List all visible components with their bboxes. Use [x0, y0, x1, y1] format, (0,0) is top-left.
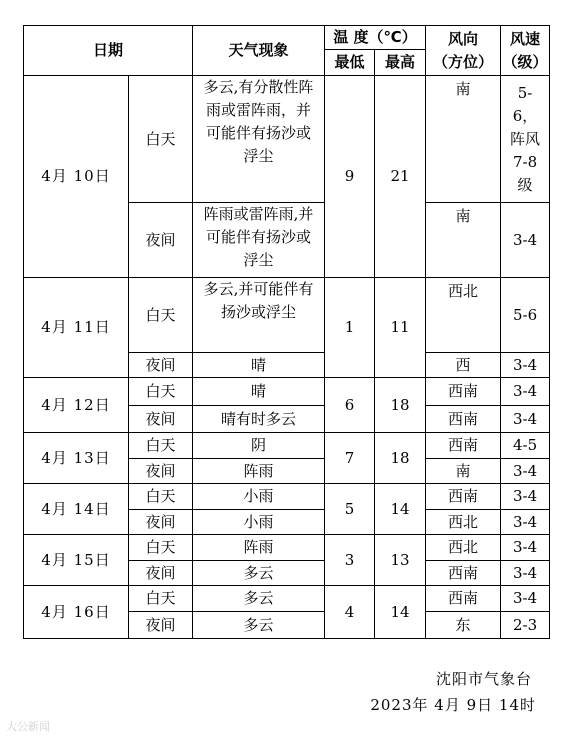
date-cell: 4月 13日 — [24, 433, 129, 484]
date-cell: 4月 12日 — [24, 378, 129, 433]
wind-direction-cell: 西北 — [426, 278, 501, 353]
watermark: 大公新闻 — [6, 720, 50, 733]
wind-speed-cell: 3-4 — [501, 459, 550, 484]
period-cell: 白天 — [129, 586, 193, 612]
header-wind-speed-unit: （级） — [502, 52, 548, 71]
temp-max-cell: 14 — [375, 586, 426, 639]
wind-speed-cell: 3-4 — [501, 203, 550, 278]
period-cell: 夜间 — [129, 510, 193, 535]
weather-cell: 多云,有分散性阵雨或雷阵雨，并可能伴有扬沙或浮尘 — [193, 76, 325, 203]
weather-cell: 阵雨或雷阵雨,并可能伴有扬沙或浮尘 — [193, 203, 325, 278]
header-temp-min: 最低 — [325, 50, 375, 76]
weather-cell: 阴 — [193, 433, 325, 459]
header-weather: 天气现象 — [193, 26, 325, 76]
period-cell: 夜间 — [129, 561, 193, 586]
temp-max-cell: 18 — [375, 378, 426, 433]
issue-time: 2023年 4月 9日 14时 — [370, 696, 536, 714]
temp-min-cell: 3 — [325, 535, 375, 586]
date-cell: 4月 16日 — [24, 586, 129, 639]
period-cell: 白天 — [129, 535, 193, 561]
temp-min-cell: 6 — [325, 378, 375, 433]
header-wind-direction-label: 风向 — [448, 29, 479, 48]
weather-cell: 晴有时多云 — [193, 406, 325, 433]
wind-direction-cell: 西 — [426, 353, 501, 378]
temp-min-cell: 1 — [325, 278, 375, 378]
header-wind-speed-label: 风速 — [510, 29, 541, 48]
wind-direction-cell: 西南 — [426, 433, 501, 459]
period-cell: 夜间 — [129, 353, 193, 378]
wind-speed-cell: 3-4 — [501, 586, 550, 612]
date-cell: 4月 15日 — [24, 535, 129, 586]
date-cell: 4月 11日 — [24, 278, 129, 378]
period-cell: 白天 — [129, 76, 193, 203]
weather-cell: 阵雨 — [193, 459, 325, 484]
wind-speed-cell: 3-4 — [501, 378, 550, 406]
temp-max-cell: 13 — [375, 535, 426, 586]
wind-speed-cell: 3-4 — [501, 353, 550, 378]
wind-speed-cell: 3-4 — [501, 535, 550, 561]
wind-direction-cell: 南 — [426, 76, 501, 203]
temp-min-cell: 9 — [325, 76, 375, 278]
wind-speed-cell: 5-6 — [501, 278, 550, 353]
period-cell: 白天 — [129, 278, 193, 353]
temp-max-cell: 18 — [375, 433, 426, 484]
weather-cell: 晴 — [193, 378, 325, 406]
period-cell: 白天 — [129, 433, 193, 459]
wind-direction-cell: 东 — [426, 612, 501, 639]
wind-speed-cell: 5-6，阵风7-8级 — [501, 76, 550, 203]
header-date: 日期 — [24, 26, 193, 76]
header-wind-direction-unit: （方位） — [433, 52, 494, 71]
wind-speed-cell: 3-4 — [501, 406, 550, 433]
wind-direction-cell: 南 — [426, 459, 501, 484]
temp-max-cell: 21 — [375, 76, 426, 278]
wind-direction-cell: 西北 — [426, 510, 501, 535]
issuer-name: 沈阳市气象台 — [435, 670, 532, 688]
wind-direction-cell: 西南 — [426, 406, 501, 433]
header-wind-speed — [501, 26, 550, 76]
wind-speed-cell: 2-3 — [501, 612, 550, 639]
temp-max-cell: 11 — [375, 278, 426, 378]
wind-direction-cell: 西南 — [426, 561, 501, 586]
weather-cell: 多云 — [193, 612, 325, 639]
weather-cell: 小雨 — [193, 484, 325, 510]
wind-direction-cell: 南 — [426, 203, 501, 278]
period-cell: 夜间 — [129, 203, 193, 278]
temp-min-cell: 4 — [325, 586, 375, 639]
header-temperature: 温 度（℃） — [325, 26, 426, 50]
header-wind-direction — [426, 26, 501, 76]
weather-cell: 多云,并可能伴有扬沙或浮尘 — [193, 278, 325, 353]
wind-speed-cell: 3-4 — [501, 510, 550, 535]
period-cell: 夜间 — [129, 459, 193, 484]
temp-min-cell: 5 — [325, 484, 375, 535]
period-cell: 白天 — [129, 378, 193, 406]
weather-cell: 多云 — [193, 561, 325, 586]
temp-min-cell: 7 — [325, 433, 375, 484]
wind-direction-cell: 西南 — [426, 378, 501, 406]
wind-direction-cell: 西北 — [426, 535, 501, 561]
date-cell: 4月 14日 — [24, 484, 129, 535]
period-cell: 白天 — [129, 484, 193, 510]
wind-direction-cell: 西南 — [426, 586, 501, 612]
weather-cell: 阵雨 — [193, 535, 325, 561]
wind-speed-cell: 3-4 — [501, 561, 550, 586]
period-cell: 夜间 — [129, 406, 193, 433]
header-temp-max: 最高 — [375, 50, 426, 76]
wind-speed-cell: 4-5 — [501, 433, 550, 459]
wind-direction-cell: 西南 — [426, 484, 501, 510]
wind-speed-cell: 3-4 — [501, 484, 550, 510]
temp-max-cell: 14 — [375, 484, 426, 535]
period-cell: 夜间 — [129, 612, 193, 639]
forecast-table — [23, 25, 550, 639]
weather-cell: 小雨 — [193, 510, 325, 535]
weather-cell: 多云 — [193, 586, 325, 612]
weather-cell: 晴 — [193, 353, 325, 378]
date-cell: 4月 10日 — [24, 76, 129, 278]
